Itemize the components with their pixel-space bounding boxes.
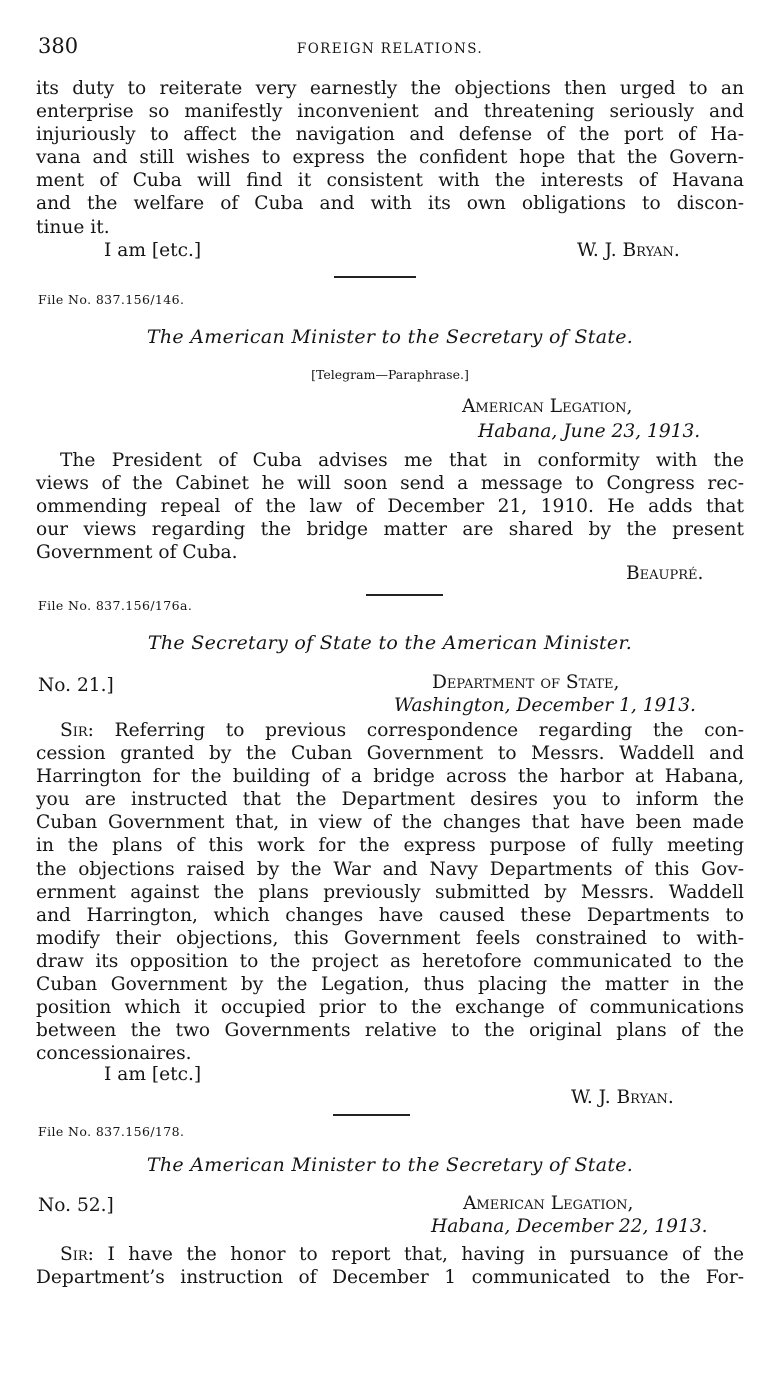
text-line: and the welfare of Cuba and with its own obligations to discon- (36, 193, 744, 215)
dispatch-number: No. 21.] (38, 675, 114, 696)
page-number: 380 (38, 34, 79, 58)
date-line (478, 421, 700, 442)
text-line: our views regarding the bridge matter are shared by the present (36, 519, 744, 541)
text-line: views of the Cabinet he will soon send a message to Congress rec- (36, 473, 744, 495)
document-title: The American Minister to the Secretary of State. (146, 1154, 634, 1176)
place-line: Department of State, (432, 672, 620, 693)
document-page (36, 0, 744, 1379)
closing: I am [etc.] (104, 1064, 202, 1085)
text-line: ernment against the plans previously submitted by Messrs. Waddell (36, 881, 744, 903)
text-line: ment of Cuba will find it consistent with the interests of Havana (36, 170, 744, 192)
text-line: concessionaires. (36, 1043, 192, 1065)
salutation: Sir: (60, 1244, 94, 1265)
text-line: tinue it. (36, 216, 110, 238)
signature: W. J. Bryan. (571, 1087, 674, 1108)
file-number: File No. 837.156/146. (38, 292, 185, 307)
text-line: ommending repeal of the law of December 21, 1910. He adds that (36, 496, 744, 518)
file-number: File No. 837.156/178. (38, 1124, 185, 1139)
date: December 22, 1913. (516, 1216, 708, 1237)
date-line (394, 695, 696, 716)
text-line: and Harrington, which changes have caused these Departments to (36, 904, 744, 926)
text-line: enterprise so manifestly inconvenient and threatening seriously and (36, 101, 744, 123)
text-line: Sir: Referring to previous correspondence regarding the con- (60, 720, 744, 741)
date: June 23, 1913. (563, 421, 701, 442)
page-header (36, 34, 744, 64)
signature: W. J. Bryan. (577, 240, 680, 261)
telegram-body (36, 449, 744, 564)
document-title: The American Minister to the Secretary of State. (146, 326, 634, 348)
date: December 1, 1913. (516, 695, 696, 716)
text-line: the objections raised by the War and Navy Departments of this Gov- (36, 858, 744, 880)
text-line: Cuban Government that, in view of the changes that have been made (36, 812, 744, 834)
text-line: draw its opposition to the project as heretofore communicated to the (36, 950, 744, 972)
telegram-note: [Telegram—Paraphrase.] (311, 367, 469, 382)
place-line: American Legation, (462, 396, 633, 417)
text-line: Cuban Government by the Legation, thus placing the matter in the (36, 974, 744, 996)
running-title: FOREIGN RELATIONS. (296, 41, 484, 57)
section-divider (333, 1114, 410, 1116)
text-line: Sir: I have the honor to report that, having in pursuance of the (60, 1244, 744, 1265)
salutation: Sir: (60, 720, 94, 741)
instruction-body (36, 719, 744, 1065)
text-line: its duty to reiterate very earnestly the objections then urged to an (36, 78, 744, 99)
text-line: The President of Cuba advises me that in conformity with the (60, 450, 744, 471)
place-line: American Legation, (463, 1193, 634, 1214)
document-title: The Secretary of State to the American Minister. (147, 632, 633, 654)
text-line: cession granted by the Cuban Government to Messrs. Waddell and (36, 743, 744, 765)
text-line: modify their objections, this Government feels constrained to with- (36, 927, 744, 949)
closing: I am [etc.] (104, 240, 202, 261)
date-place: Washington, (394, 695, 511, 716)
text-line: in the plans of this work for the express purpose of fully meeting (36, 835, 744, 857)
date-place: Habana, (478, 421, 558, 442)
section-divider (334, 276, 416, 278)
text-line: you are instructed that the Department desires you to inform the (36, 789, 744, 811)
text-line: Department’s instruction of December 1 communicated to the For- (36, 1267, 744, 1289)
text-line: Government of Cuba. (36, 542, 238, 564)
file-number: File No. 837.156/176a. (38, 598, 193, 613)
text-line: Harrington for the building of a bridge across the harbor at Habana, (36, 766, 744, 788)
continuation-paragraph (36, 77, 744, 239)
signature: Beaupré. (626, 563, 704, 584)
text-line: injuriously to affect the navigation and defense of the port of Ha- (36, 124, 744, 146)
text-line: vana and still wishes to express the confident hope that the Govern- (36, 147, 744, 169)
report-body (36, 1243, 744, 1289)
date-line (431, 1216, 708, 1237)
date-place: Habana, (431, 1216, 511, 1237)
text-line: position which it occupied prior to the exchange of communications (36, 997, 744, 1019)
dispatch-number: No. 52.] (38, 1195, 114, 1216)
section-divider (366, 594, 443, 596)
text-line: between the two Governments relative to the original plans of the (36, 1020, 744, 1042)
